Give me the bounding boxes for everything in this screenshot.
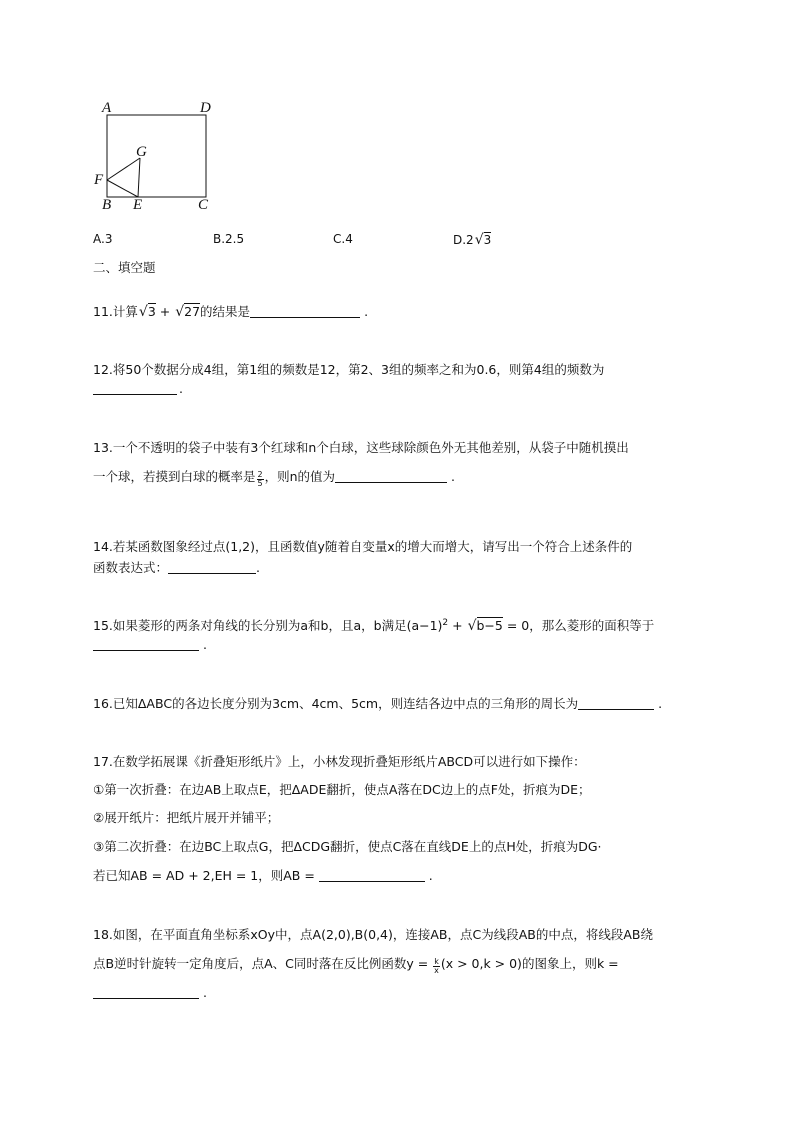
segment-fe (107, 180, 138, 197)
question-16: 16.已知ΔABC的各边长度分别为3cm、4cm、5cm，则连结各边中点的三角形的周长为 . (93, 696, 663, 711)
label-g: G (136, 144, 147, 160)
label-a: A (102, 100, 112, 116)
answer-blank-17[interactable] (319, 869, 425, 882)
option-d-radicand: 3 (483, 233, 492, 247)
option-b: B.2.5 (213, 232, 245, 246)
label-b: B (102, 197, 112, 213)
question-17-step1: ①第一次折叠：在边AB上取点E，把ΔADE翻折，使点A落在DC边上的点F处，折痕为DE； (93, 782, 591, 797)
answer-blank-13[interactable] (335, 470, 447, 483)
answer-blank-18[interactable] (93, 986, 199, 999)
question-17-line1: 17.在数学拓展课《折叠矩形纸片》上，小林发现折叠矩形纸片ABCD可以进行如下操作： (93, 754, 586, 769)
question-17-step3: ③第二次折叠：在边BC上取点G，把ΔCDG翻折，使点C落在直线DE上的点H处，折痕为DG· (93, 839, 602, 854)
question-13-line2: 一个球，若摸到白球的概率是 $\frac{2}{5}$ ，则n的值为 . (93, 469, 456, 488)
question-11: 11.计算√3 + √27的结果是 . (93, 304, 369, 320)
option-c: C.4 (333, 232, 353, 246)
label-f: F (94, 172, 104, 188)
question-13-line1: 13.一个不透明的袋子中装有3个红球和n个白球，这些球除颜色外无其他差别，从袋子中随机摸出 (93, 440, 629, 455)
label-d: D (200, 100, 211, 116)
section-title: 二、填空题 (93, 260, 156, 275)
figure-svg (88, 96, 228, 216)
answer-blank-12[interactable] (93, 382, 177, 395)
question-14-line2: 函数表达式： . (93, 560, 260, 575)
segment-ge (138, 158, 140, 197)
question-18-line2: 点B逆时针旋转一定角度后，点A、C同时落在反比例函数y = $\frac{k}{x}$ (x > 0,k > 0)的图象上，则k = (93, 956, 619, 975)
question-15-answer: . (93, 637, 207, 652)
label-c: C (198, 197, 209, 213)
rectangle-fold-figure (88, 96, 228, 216)
question-15-line1: 15.如果菱形的两条对角线的长分别为a和b，且a，b满足$(a-1)^2 + √b-5 = 0$，那么菱形的面积等于 (93, 617, 655, 634)
answer-blank-15[interactable] (93, 638, 199, 651)
answer-blank-14[interactable] (168, 561, 256, 574)
rectangle-abcd (107, 115, 206, 197)
option-d-prefix: D.2 (453, 233, 474, 247)
question-17-step2: ②展开纸片：把纸片展开并铺平； (93, 810, 280, 825)
fraction-k-over-x: $\frac{k}{x}$ (434, 957, 439, 975)
label-e: E (133, 197, 143, 213)
option-d: D.2√3 (453, 232, 492, 248)
segment-fg (107, 158, 140, 180)
question-18-line1: 18.如图，在平面直角坐标系xOy中，点A(2,0),B(0,4)，连接AB，点C为线段AB的中点，将线段AB绕 (93, 927, 653, 942)
question-14-line1: 14.若某函数图象经过点(1,2)，且函数值y随着自变量x的增大而增大，请写出一个符合上述条件的 (93, 539, 633, 554)
question-18-answer: . (93, 985, 207, 1000)
question-17-condition: 若已知AB = AD + 2,EH = 1，则AB = . (93, 868, 433, 883)
fraction-probability: $\frac{2}{5}$ (257, 470, 263, 488)
answer-blank-16[interactable] (578, 697, 654, 710)
option-a: A.3 (93, 232, 113, 246)
answer-blank-11[interactable] (250, 305, 360, 318)
question-12: 12.将50个数据分成4组，第1组的频数是12，第2、3组的频率之和为0.6，则第4组的频数为 (93, 362, 605, 377)
question-12-answer: . (93, 381, 183, 396)
